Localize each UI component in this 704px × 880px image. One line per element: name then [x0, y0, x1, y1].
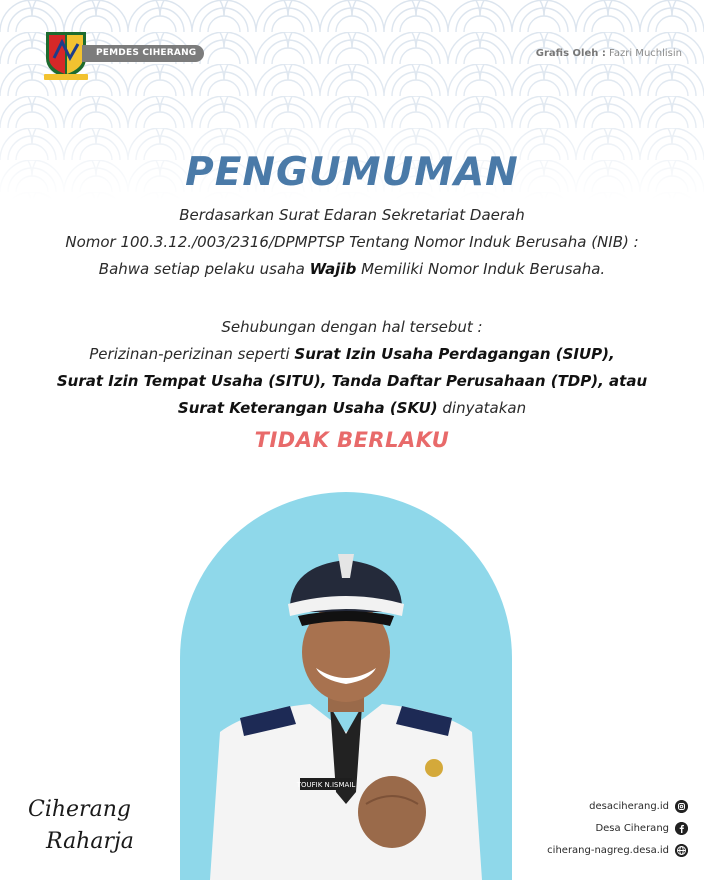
facebook-icon — [675, 822, 688, 835]
header — [0, 0, 704, 90]
permits-line-3: Surat Izin Tempat Usaha (SITU), Tanda Daftar Perusahaan (TDP), atau — [56, 372, 648, 390]
name-tag: TOUFIK N.ISMAIL — [296, 781, 356, 789]
social-instagram[interactable] — [388, 796, 688, 816]
ciherang-raharja-signature — [24, 788, 140, 860]
graphic-credit — [536, 48, 682, 59]
credit-label: Grafis Oleh : — [535, 48, 606, 59]
svg-text:Ciherang: Ciherang — [28, 797, 131, 822]
permits-paragraph — [20, 314, 684, 422]
decree-line-2: Nomor 100.3.12./003/2316/DPMPTSP Tentang Nomor Induk Berusaha (NIB) : — [65, 233, 639, 251]
social-facebook[interactable] — [388, 818, 688, 838]
instagram-icon — [675, 800, 688, 813]
svg-text:Raharja: Raharja — [46, 829, 134, 854]
social-website[interactable] — [388, 840, 688, 860]
decree-line-1: Berdasarkan Surat Edaran Sekretariat Daerah — [179, 206, 525, 224]
mandatory-emphasis: Wajib — [309, 260, 357, 278]
decree-line-3: Bahwa setiap pelaku usaha Wajib Memiliki Nomor Induk Berusaha. — [98, 260, 606, 278]
permits-line-1: Sehubungan dengan hal tersebut : — [221, 318, 483, 336]
instagram-handle: desaciherang.id — [589, 800, 669, 812]
permits-line-4: Surat Keterangan Usaha (SKU) dinyatakan — [177, 399, 527, 417]
globe-icon — [675, 844, 688, 857]
status-not-valid: TIDAK BERLAKU — [254, 428, 450, 452]
decree-paragraph — [20, 202, 684, 283]
social-links — [388, 796, 688, 862]
org-badge: PEMDES CIHERANG — [82, 45, 204, 62]
announcement-title: PENGUMUMAN — [185, 150, 519, 195]
credit-name: Fazri Muchlisin — [609, 48, 682, 59]
facebook-handle: Desa Ciherang — [595, 822, 669, 834]
permits-line-2: Perizinan-perizinan seperti Surat Izin Usaha Perdagangan (SIUP), — [89, 345, 615, 363]
website-url: ciherang-nagreg.desa.id — [547, 844, 669, 856]
